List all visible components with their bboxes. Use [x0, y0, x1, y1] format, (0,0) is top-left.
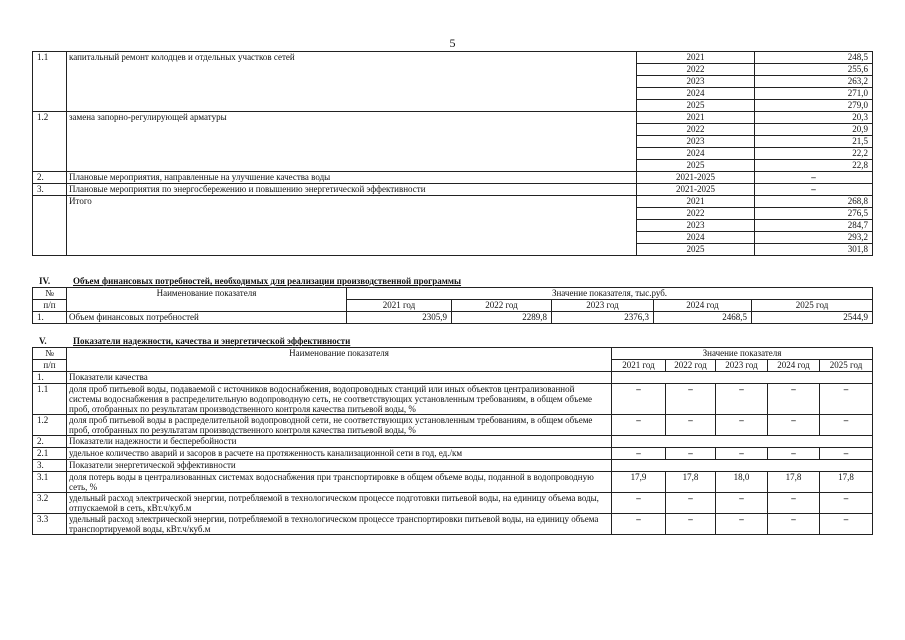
row-value: 293,2 — [755, 232, 873, 244]
row-num: 3. — [33, 460, 67, 472]
row-value: – — [755, 172, 873, 184]
col-num-header: № — [33, 348, 67, 360]
row-value: – — [820, 384, 873, 415]
row-value: – — [716, 514, 768, 535]
year-header: 2022 год — [666, 360, 716, 372]
row-value: – — [612, 415, 666, 436]
row-name: доля проб питьевой воды в распределительной водопроводной сети, не соответствующих установленным требованиям, в общем объеме проб, отобранных по результатам производственного контроля качества питьевой воды, % — [67, 415, 612, 436]
row-value: – — [820, 514, 873, 535]
row-num: 3.1 — [33, 472, 67, 493]
col-name-header: Наименование показателя — [67, 288, 347, 312]
row-value: 276,5 — [755, 208, 873, 220]
row-name: замена запорно-регулирующей арматуры — [67, 112, 637, 172]
row-num: 2. — [33, 172, 67, 184]
row-value: 22,2 — [755, 148, 873, 160]
row-num: 1. — [33, 312, 67, 324]
row-value: 255,6 — [755, 64, 873, 76]
row-year: 2025 — [637, 244, 755, 256]
row-value: 17,8 — [820, 472, 873, 493]
row-value: 284,7 — [755, 220, 873, 232]
row-year: 2024 — [637, 148, 755, 160]
row-name: Объем финансовых потребностей — [67, 312, 347, 324]
row-year: 2021 — [637, 52, 755, 64]
year-header: 2021 год — [347, 300, 452, 312]
col-name-header: Наименование показателя — [67, 348, 612, 372]
row-value: – — [716, 448, 768, 460]
col-num-header-2: п/п — [33, 360, 67, 372]
row-value: 21,5 — [755, 136, 873, 148]
investment-table — [32, 51, 873, 256]
col-value-header: Значение показателя, тыс.руб. — [347, 288, 873, 300]
row-num — [33, 196, 67, 256]
row-value: 17,8 — [768, 472, 820, 493]
row-num: 1.1 — [33, 384, 67, 415]
row-value: – — [716, 415, 768, 436]
row-value: 17,8 — [666, 472, 716, 493]
row-value: 2544,9 — [752, 312, 873, 324]
col-value-header: Значение показателя — [612, 348, 873, 360]
row-value: 2376,3 — [552, 312, 654, 324]
table-row — [33, 112, 873, 124]
row-value: 2468,5 — [654, 312, 752, 324]
row-name: Показатели качества — [67, 372, 612, 384]
row-value: 2289,8 — [452, 312, 552, 324]
row-value: – — [666, 514, 716, 535]
table-row — [33, 493, 873, 514]
row-value: – — [820, 415, 873, 436]
year-header: 2021 год — [612, 360, 666, 372]
year-header: 2025 год — [820, 360, 873, 372]
financial-needs-table — [32, 287, 873, 324]
row-year: 2021-2025 — [637, 172, 755, 184]
row-num: 1.2 — [33, 415, 67, 436]
row-value: 18,0 — [716, 472, 768, 493]
row-value: – — [768, 448, 820, 460]
indicators-table — [32, 347, 873, 535]
year-header: 2025 год — [752, 300, 873, 312]
row-num: 1.2 — [33, 112, 67, 172]
row-value: 271,0 — [755, 88, 873, 100]
year-header: 2023 год — [716, 360, 768, 372]
year-header: 2023 год — [552, 300, 654, 312]
row-value: – — [666, 448, 716, 460]
table-row — [33, 448, 873, 460]
empty-cell — [612, 460, 873, 472]
row-name: доля проб питьевой воды, подаваемой с источников водоснабжения, водопроводных станций или иных объектов централизованной системы водоснабжения в распределительную водопроводную сеть, не соответствующих установленным требованиям, в общем объеме проб, отобранных по результатам производственного контроля качества питьевой воды, % — [67, 384, 612, 415]
row-year: 2025 — [637, 160, 755, 172]
row-name: Показатели надежности и бесперебойности — [67, 436, 612, 448]
row-value: 22,8 — [755, 160, 873, 172]
row-value: 301,8 — [755, 244, 873, 256]
row-name: удельное количество аварий и засоров в расчете на протяженность канализационной сети в год, ед./км — [67, 448, 612, 460]
row-value: 263,2 — [755, 76, 873, 88]
row-value: – — [820, 493, 873, 514]
table-row — [33, 172, 873, 184]
row-name: Показатели энергетической эффективности — [67, 460, 612, 472]
empty-cell — [612, 436, 873, 448]
row-value: – — [768, 415, 820, 436]
table-row — [33, 460, 873, 472]
row-year: 2025 — [637, 100, 755, 112]
table-row — [33, 436, 873, 448]
row-value: – — [768, 514, 820, 535]
row-num: 1.1 — [33, 52, 67, 112]
row-num: 2. — [33, 436, 67, 448]
col-num-header-2: п/п — [33, 300, 67, 312]
row-year: 2022 — [637, 64, 755, 76]
empty-cell — [612, 372, 873, 384]
row-name: Плановые мероприятия, направленные на улучшение качества воды — [67, 172, 637, 184]
row-name: Итого — [67, 196, 637, 256]
table-row — [33, 196, 873, 208]
section-5-title: V. Показатели надежности, качества и энергетической эффективности — [39, 336, 351, 346]
row-value: – — [666, 384, 716, 415]
col-num-header: № — [33, 288, 67, 300]
row-year: 2022 — [637, 208, 755, 220]
table-row — [33, 415, 873, 436]
row-year: 2023 — [637, 76, 755, 88]
row-value: – — [612, 493, 666, 514]
row-value: 2305,9 — [347, 312, 452, 324]
section-4-title: IV. Объем финансовых потребностей, необходимых для реализации производственной программы — [39, 276, 462, 286]
table-row — [33, 472, 873, 493]
row-year: 2024 — [637, 232, 755, 244]
row-value: – — [716, 493, 768, 514]
row-value: – — [612, 384, 666, 415]
year-header: 2024 год — [768, 360, 820, 372]
table-row — [33, 184, 873, 196]
row-name: Плановые мероприятия по энергосбережению и повышению энергетической эффективности — [67, 184, 637, 196]
row-num: 3.2 — [33, 493, 67, 514]
row-name: удельный расход электрической энергии, потребляемой в технологическом процессе подготовки питьевой воды, на единицу объема воды, отпускаемой в сеть, кВт.ч/куб.м — [67, 493, 612, 514]
page-number: 5 — [449, 36, 456, 50]
row-value: – — [666, 415, 716, 436]
row-value: 279,0 — [755, 100, 873, 112]
row-value: – — [612, 514, 666, 535]
row-name: удельный расход электрической энергии, потребляемой в технологическом процессе транспортировки питьевой воды, на единицу объема транспортируемой воды, кВт.ч/куб.м — [67, 514, 612, 535]
row-year: 2021 — [637, 112, 755, 124]
row-value: – — [755, 184, 873, 196]
table-row — [33, 514, 873, 535]
row-year: 2023 — [637, 220, 755, 232]
row-year: 2022 — [637, 124, 755, 136]
row-year: 2024 — [637, 88, 755, 100]
row-value: – — [820, 448, 873, 460]
row-num: 2.1 — [33, 448, 67, 460]
row-value: – — [768, 493, 820, 514]
row-num: 3. — [33, 184, 67, 196]
row-name: доля потерь воды в централизованных системах водоснабжения при транспортировке в общем объеме воды, поданной в водопроводную сеть, % — [67, 472, 612, 493]
row-value: 17,9 — [612, 472, 666, 493]
row-year: 2021 — [637, 196, 755, 208]
row-value: – — [666, 493, 716, 514]
row-name: капитальный ремонт колодцев и отдельных участков сетей — [67, 52, 637, 112]
year-header: 2024 год — [654, 300, 752, 312]
row-value: 20,9 — [755, 124, 873, 136]
row-value: – — [768, 384, 820, 415]
row-year: 2023 — [637, 136, 755, 148]
table-row — [33, 52, 873, 64]
row-value: 20,3 — [755, 112, 873, 124]
row-num: 1. — [33, 372, 67, 384]
table-row — [33, 384, 873, 415]
row-value: 268,8 — [755, 196, 873, 208]
year-header: 2022 год — [452, 300, 552, 312]
table-row — [33, 372, 873, 384]
row-num: 3.3 — [33, 514, 67, 535]
row-value: 248,5 — [755, 52, 873, 64]
row-value: – — [612, 448, 666, 460]
row-value: – — [716, 384, 768, 415]
row-year: 2021-2025 — [637, 184, 755, 196]
